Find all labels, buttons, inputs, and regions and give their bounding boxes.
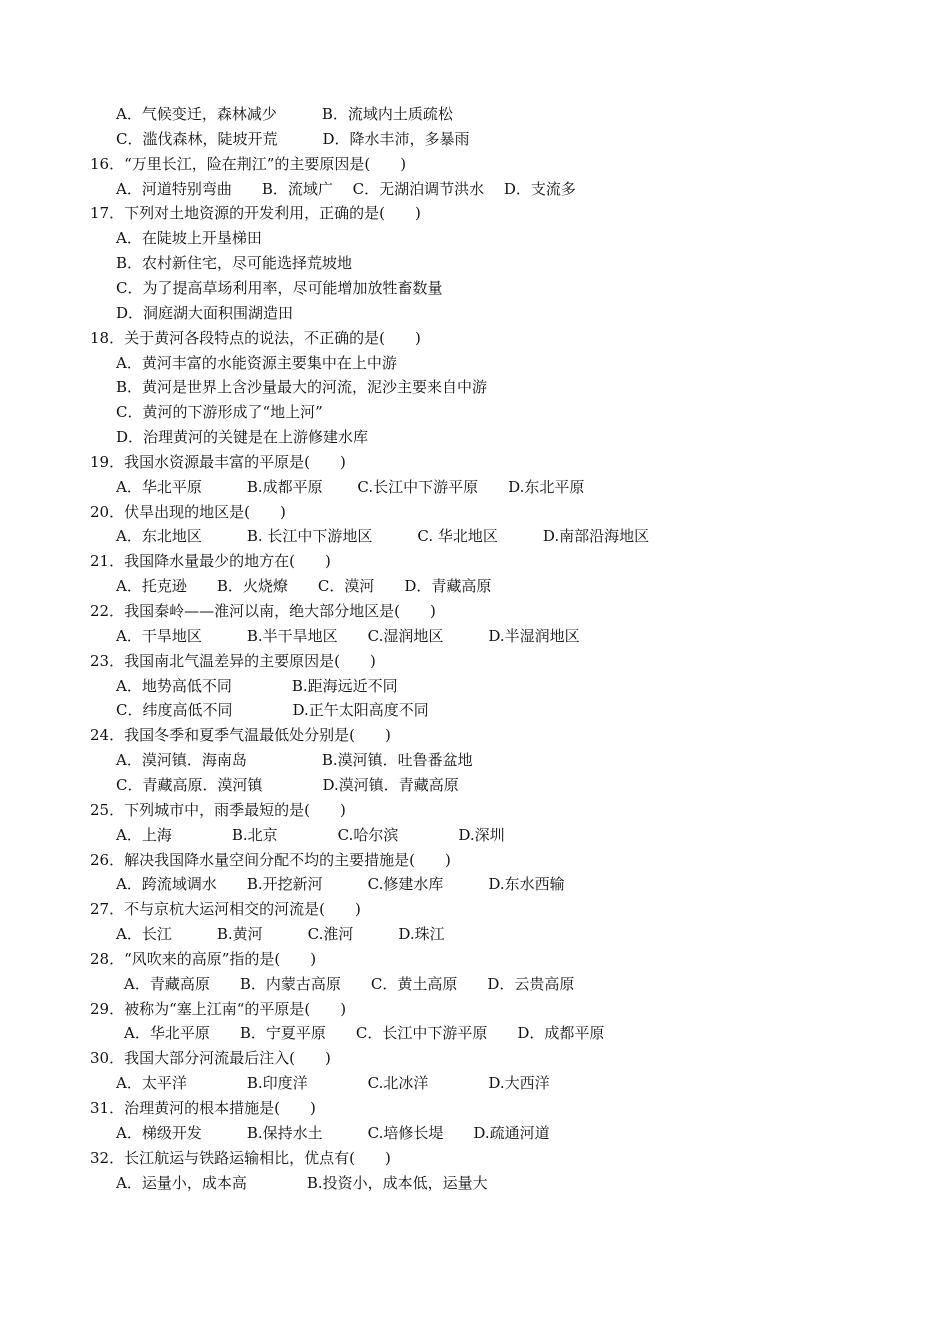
- question-line: 31．治理黄河的根本措施是( ): [90, 1099, 316, 1117]
- option-line: C．纬度高低不同 D.正午太阳高度不同: [116, 701, 429, 719]
- question-line: 19．我国水资源最丰富的平原是( ): [90, 453, 346, 471]
- option-line: A．河道特别弯曲 B．流域广 C．无湖泊调节洪水 D．支流多: [116, 180, 576, 198]
- question-line: 27．不与京杭大运河相交的河流是( ): [90, 900, 361, 918]
- question-line: 26．解决我国降水量空间分配不均的主要措施是( ): [90, 851, 451, 869]
- option-line: A．华北平原 B．宁夏平原 C．长江中下游平原 D．成都平原: [124, 1024, 605, 1042]
- question-line: 25．下列城市中，雨季最短的是( ): [90, 801, 346, 819]
- question-line: 30．我国大部分河流最后注入( ): [90, 1049, 331, 1067]
- option-line: A．上海 B.北京 C.哈尔滨 D.深圳: [116, 826, 505, 844]
- question-line: 16．“万里长江，险在荆江”的主要原因是( ): [90, 155, 407, 173]
- option-line: A．黄河丰富的水能资源主要集中在上中游: [116, 354, 397, 372]
- question-line: 24．我国冬季和夏季气温最低处分别是( ): [90, 726, 391, 744]
- option-line: A．气候变迁，森林减少 B．流域内土质疏松: [116, 105, 453, 123]
- option-line: A．干旱地区 B.半干旱地区 C.湿润地区 D.半湿润地区: [116, 627, 580, 645]
- option-line: A．东北地区 B. 长江中下游地区 C. 华北地区 D.南部沿海地区: [116, 527, 650, 545]
- question-line: 32．长江航运与铁路运输相比，优点有( ): [90, 1149, 391, 1167]
- question-line: 21．我国降水量最少的地方在( ): [90, 552, 331, 570]
- option-line: A．太平洋 B.印度洋 C.北冰洋 D.大西洋: [116, 1074, 550, 1092]
- option-line: D．治理黄河的关键是在上游修建水库: [116, 428, 369, 446]
- question-line: 23．我国南北气温差异的主要原因是( ): [90, 652, 376, 670]
- option-line: A．地势高低不同 B.距海远近不同: [116, 677, 398, 695]
- option-line: B．黄河是世界上含沙量最大的河流，泥沙主要来自中游: [116, 378, 488, 396]
- option-line: C．黄河的下游形成了“地上河”: [116, 403, 323, 421]
- option-line: C．为了提高草场利用率，尽可能增加放牲畜数量: [116, 279, 443, 297]
- question-line: 17．下列对土地资源的开发利用，正确的是( ): [90, 204, 421, 222]
- option-line: A．运量小，成本高 B.投资小，成本低，运量大: [116, 1174, 488, 1192]
- question-line: 29．被称为“塞上江南“的平原是( ): [90, 1000, 347, 1018]
- option-line: A．在陡坡上开垦梯田: [116, 229, 262, 247]
- option-line: C．青藏高原．漠河镇 D.漠河镇．青藏高原: [116, 776, 459, 794]
- question-line: 22．我国秦岭——淮河以南，绝大部分地区是( ): [90, 602, 436, 620]
- option-line: A．长江 B.黄河 C.淮河 D.珠江: [116, 925, 445, 943]
- option-line: A．跨流域调水 B.开挖新河 C.修建水库 D.东水西输: [116, 875, 565, 893]
- option-line: A．华北平原 B.成都平原 C.长江中下游平原 D.东北平原: [116, 478, 585, 496]
- option-line: A．梯级开发 B.保持水土 C.培修长堤 D.疏通河道: [116, 1124, 550, 1142]
- question-line: 18．关于黄河各段特点的说法，不正确的是( ): [90, 329, 421, 347]
- option-line: A．漠河镇．海南岛 B.漠河镇．吐鲁番盆地: [116, 751, 473, 769]
- option-line: A．托克逊 B．火烧燎 C．漠河 D．青藏高原: [116, 577, 492, 595]
- option-line: A．青藏高原 B．内蒙古高原 C．黄土高原 D．云贵高原: [124, 975, 575, 993]
- option-line: C．滥伐森林，陡坡开荒 D．降水丰沛，多暴雨: [116, 130, 470, 148]
- option-line: B．农村新住宅，尽可能选择荒坡地: [116, 254, 353, 272]
- question-line: 28．“风吹来的高原”指的是( ): [90, 950, 317, 968]
- option-line: D．洞庭湖大面积围湖造田: [116, 304, 294, 322]
- question-line: 20．伏旱出现的地区是( ): [90, 503, 286, 521]
